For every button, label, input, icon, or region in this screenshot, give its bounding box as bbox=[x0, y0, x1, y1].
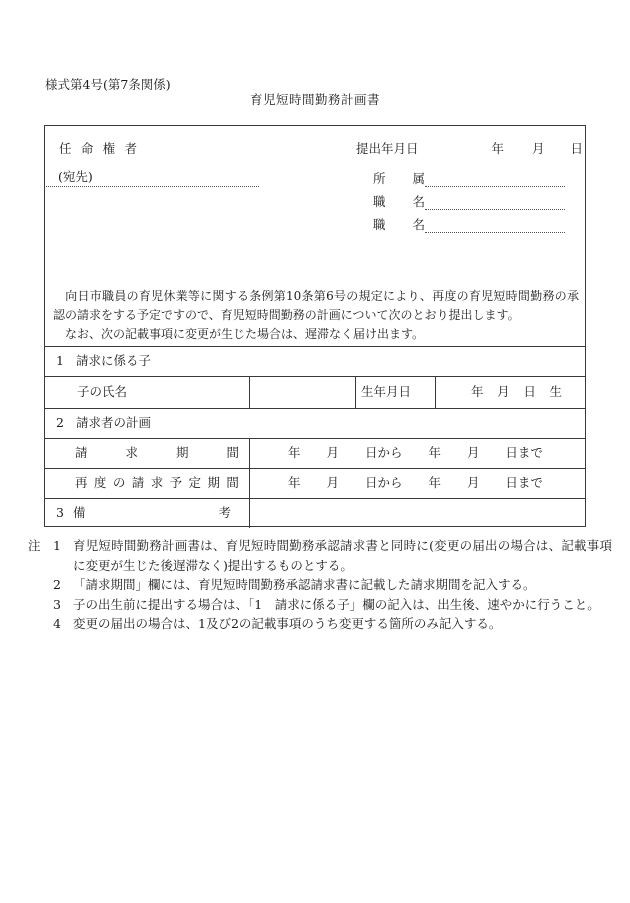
remarks-row bbox=[45, 498, 585, 528]
to-month-unit: 月 bbox=[466, 445, 480, 461]
child-name-label-cell bbox=[45, 377, 249, 408]
birth-date-label-cell bbox=[355, 377, 435, 408]
form-table bbox=[45, 346, 585, 528]
birth-date-value-cell bbox=[435, 377, 585, 408]
to-day-unit: 日まで bbox=[505, 445, 543, 461]
page-title: 育児短時間勤務計画書 bbox=[249, 92, 380, 107]
to-day-unit: 日まで bbox=[505, 475, 543, 491]
request-period-value-cell bbox=[249, 439, 585, 468]
re-request-period-row bbox=[45, 468, 585, 498]
notes-marker: 注 bbox=[28, 538, 41, 553]
job-title-row-1 bbox=[373, 189, 565, 210]
affiliation-fill-line bbox=[425, 186, 565, 187]
section-2-number: 2 bbox=[56, 415, 64, 431]
from-year-unit: 年 bbox=[288, 475, 301, 491]
from-month-unit: 月 bbox=[326, 475, 339, 491]
note-text: 「請求期間」欄には、育児短時間勤務承認請求書に記載した請求期間を記入する。 bbox=[73, 577, 536, 592]
to-month-unit: 月 bbox=[466, 475, 480, 491]
to-year-unit: 年 bbox=[428, 445, 441, 461]
from-month-unit: 月 bbox=[326, 445, 339, 461]
request-period-label: 請 求 期 間 bbox=[75, 445, 239, 461]
birth-date-value-units: 年 月 日 生 bbox=[471, 384, 562, 400]
job-title-label-1: 職 名 bbox=[373, 193, 425, 209]
appointer-label: 任 命 権 者 bbox=[59, 141, 137, 156]
child-name-row bbox=[45, 376, 585, 408]
year-unit-label: 年 bbox=[491, 141, 504, 156]
section-2-row bbox=[45, 408, 585, 438]
note-item bbox=[28, 536, 612, 575]
re-request-period-label: 再 度 の 請 求 予 定 期 間 bbox=[75, 475, 239, 491]
section-1-row bbox=[45, 346, 585, 376]
job-title-fill-line-2 bbox=[425, 232, 565, 233]
birth-date-label: 生 年 月 日 bbox=[361, 384, 412, 400]
note-number: 3 bbox=[53, 596, 61, 612]
affiliation-label: 所 属 bbox=[373, 170, 425, 186]
notes-section bbox=[28, 536, 612, 634]
section-2-title: 請求者の計画 bbox=[76, 415, 152, 431]
note-number: 2 bbox=[53, 577, 61, 592]
request-period-label-cell bbox=[45, 439, 249, 468]
section-1-number: 1 bbox=[56, 353, 64, 369]
main-form-box bbox=[44, 125, 586, 527]
note-text: 育児短時間勤務計画書は、育児短時間勤務承認請求書と同時に(変更の届出の場合は、記載事項に変更が生じた後遅滞なく)提出するものとする。 bbox=[73, 538, 612, 573]
form-number: 様式第4号(第7条関係) bbox=[45, 77, 171, 92]
remarks-label-cell bbox=[45, 499, 249, 528]
job-title-label-2: 職 名 bbox=[373, 216, 425, 232]
job-title-fill-line-1 bbox=[425, 209, 565, 210]
job-title-row-2 bbox=[373, 212, 565, 233]
month-unit-label: 月 bbox=[531, 141, 545, 156]
statement-main-text: 向日市職員の育児休業等に関する条例第10条第6号の規定により、再度の育児短時間勤務の承認の請求をする予定ですので、育児短時間勤務の計画について次のとおり提出します。 bbox=[53, 289, 579, 322]
to-year-unit: 年 bbox=[428, 475, 441, 491]
note-number: 1 bbox=[53, 538, 61, 553]
section-1-title: 請求に係る子 bbox=[76, 353, 152, 369]
note-item bbox=[28, 614, 612, 634]
statement-paragraph bbox=[53, 287, 579, 344]
note-item bbox=[28, 595, 612, 615]
re-request-period-value-cell bbox=[249, 469, 585, 498]
addressee-field: (宛先) bbox=[46, 168, 259, 187]
child-name-value-cell bbox=[249, 377, 355, 408]
submission-date-row bbox=[356, 143, 585, 156]
day-unit-label: 日 bbox=[570, 141, 583, 156]
note-text: 変更の届出の場合は、1及び2の記載事項のうち変更する箇所のみ記入する。 bbox=[73, 616, 502, 631]
request-period-row bbox=[45, 438, 585, 468]
from-day-unit: 日から bbox=[364, 475, 403, 491]
from-day-unit: 日から bbox=[364, 445, 403, 461]
re-request-period-label-cell bbox=[45, 469, 249, 498]
child-name-label: 子 の 氏 名 bbox=[77, 384, 128, 400]
statement-addendum-text: なお、次の記載事項に変更が生じた場合は、遅滞なく届け出ます。 bbox=[53, 327, 425, 341]
note-text: 子の出生前に提出する場合は、「1 請求に係る子」欄の記入は、出生後、速やかに行うこと。 bbox=[73, 596, 600, 612]
submission-date-label: 提出年月日 bbox=[356, 141, 419, 156]
note-number: 4 bbox=[53, 616, 61, 631]
from-year-unit: 年 bbox=[288, 445, 301, 461]
affiliation-row bbox=[373, 166, 565, 187]
remarks-label: 備 考 bbox=[73, 505, 231, 521]
section-3-number: 3 bbox=[56, 505, 64, 521]
note-item bbox=[28, 575, 612, 595]
remarks-value-cell bbox=[249, 499, 585, 528]
